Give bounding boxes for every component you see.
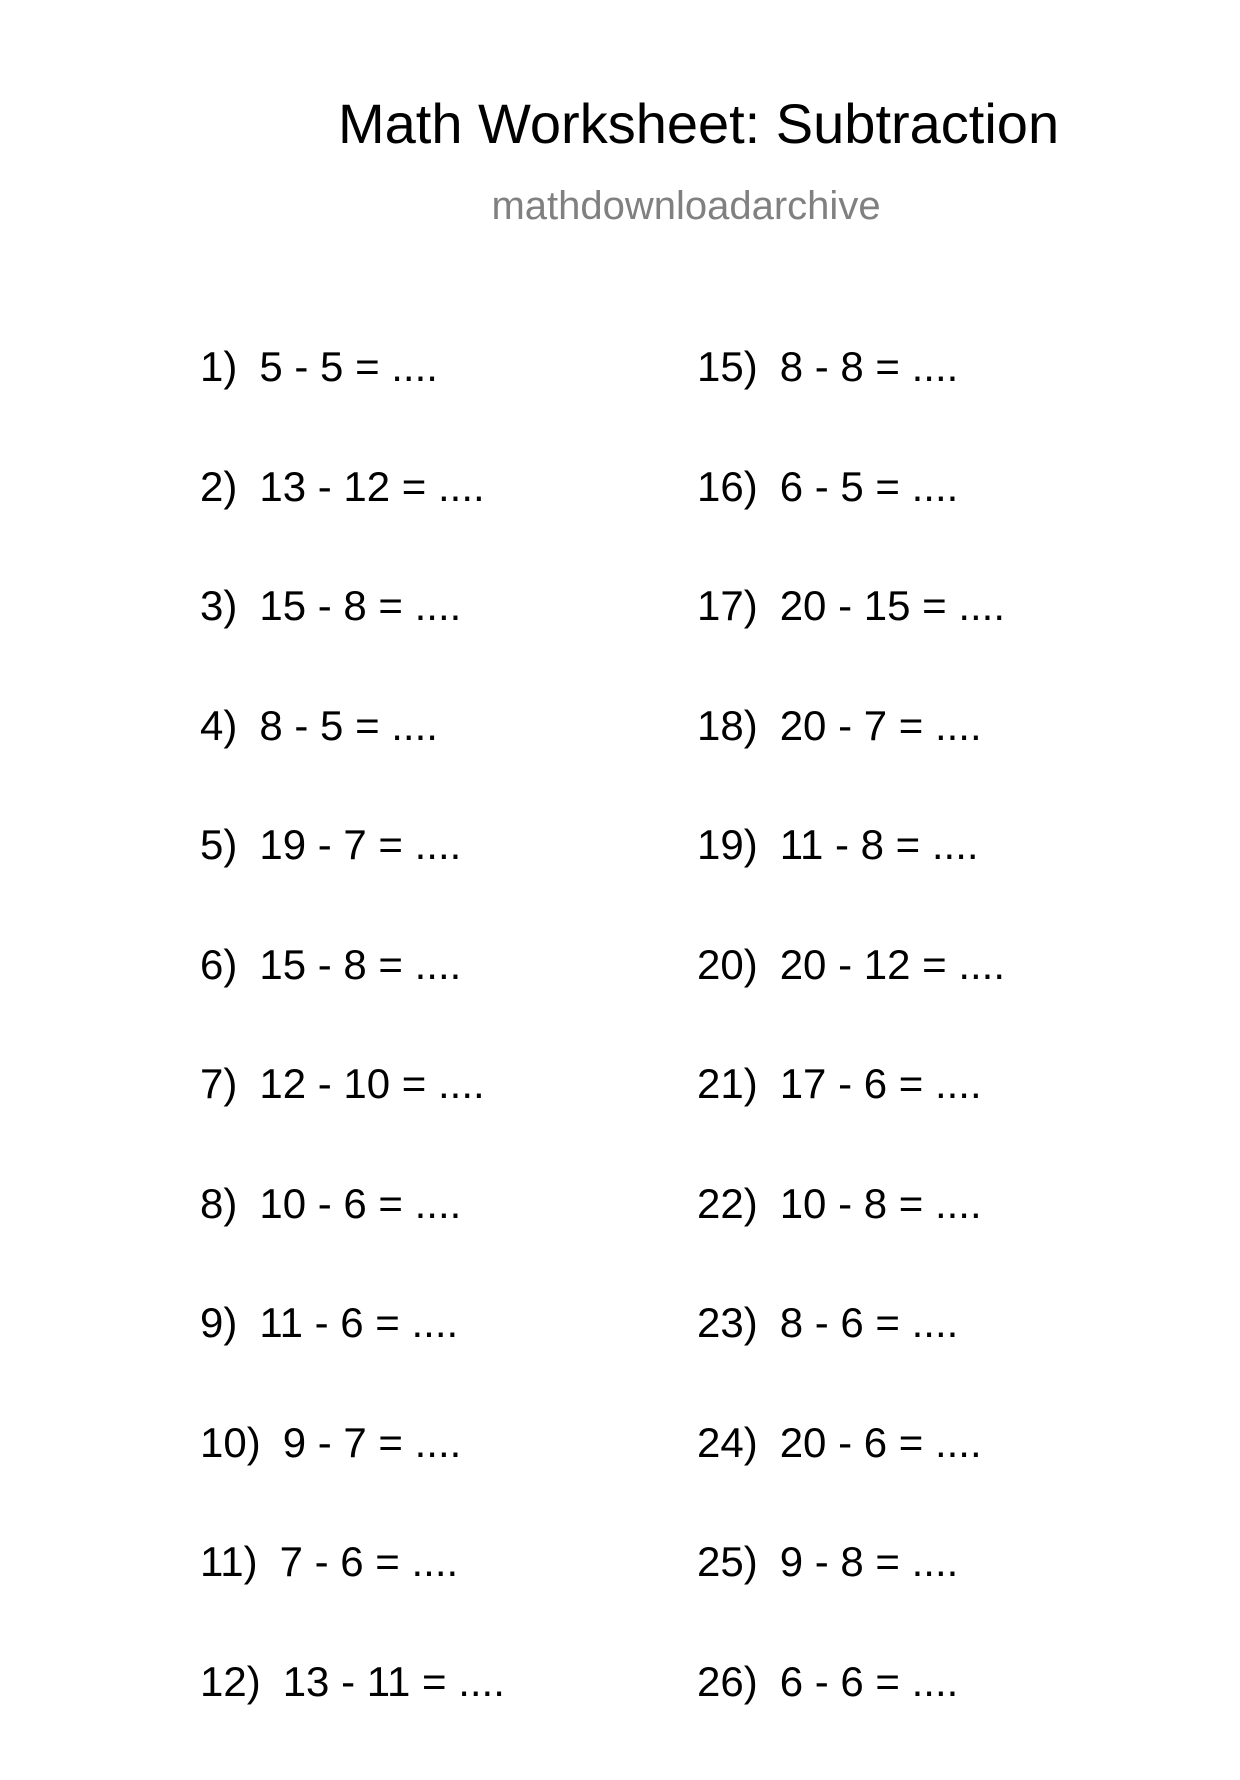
problem-item xyxy=(200,346,505,466)
problem-number: 18) xyxy=(697,705,758,747)
problem-number: 25) xyxy=(697,1541,758,1583)
problem-number: 10) xyxy=(200,1422,261,1464)
problem-item xyxy=(200,1302,505,1422)
problem-expression: 11 - 8 = .... xyxy=(780,821,979,868)
problem-item xyxy=(697,585,1005,705)
problem-expression: 7 - 6 = .... xyxy=(280,1538,459,1585)
problem-number: 15) xyxy=(697,346,758,388)
problem-expression: 6 - 5 = .... xyxy=(780,463,959,510)
problem-number: 7) xyxy=(200,1063,237,1105)
problem-expression: 6 - 6 = .... xyxy=(780,1658,959,1705)
problem-number: 8) xyxy=(200,1183,237,1225)
problem-expression: 19 - 7 = .... xyxy=(259,821,461,868)
problem-item xyxy=(200,1063,505,1183)
problem-expression: 11 - 6 = .... xyxy=(259,1299,458,1346)
problem-item xyxy=(200,1183,505,1303)
problem-item xyxy=(200,1661,505,1780)
problem-item xyxy=(200,585,505,705)
problem-expression: 13 - 12 = .... xyxy=(259,463,484,510)
problem-expression: 17 - 6 = .... xyxy=(780,1060,982,1107)
problem-item xyxy=(697,824,1005,944)
problem-number: 9) xyxy=(200,1302,237,1344)
problem-number: 12) xyxy=(200,1661,261,1703)
problem-expression: 20 - 15 = .... xyxy=(780,582,1005,629)
problem-expression: 13 - 11 = .... xyxy=(283,1658,505,1705)
problem-item xyxy=(200,466,505,586)
problem-item xyxy=(697,705,1005,825)
problem-expression: 10 - 6 = .... xyxy=(259,1180,461,1227)
problem-number: 5) xyxy=(200,824,237,866)
problem-item xyxy=(200,944,505,1064)
problem-number: 17) xyxy=(697,585,758,627)
problem-item xyxy=(697,1302,1005,1422)
problem-item xyxy=(697,1422,1005,1542)
problem-item xyxy=(697,1063,1005,1183)
problem-number: 4) xyxy=(200,705,237,747)
problem-item xyxy=(200,1541,505,1661)
problem-item xyxy=(697,944,1005,1064)
problem-expression: 8 - 5 = .... xyxy=(259,702,438,749)
problem-number: 16) xyxy=(697,466,758,508)
problem-number: 11) xyxy=(200,1541,258,1583)
problem-number: 22) xyxy=(697,1183,758,1225)
problem-number: 6) xyxy=(200,944,237,986)
problem-expression: 15 - 8 = .... xyxy=(259,582,461,629)
problem-item xyxy=(697,1661,1005,1780)
problem-expression: 8 - 6 = .... xyxy=(780,1299,959,1346)
problem-column-right xyxy=(697,346,1005,1780)
problem-expression: 12 - 10 = .... xyxy=(259,1060,484,1107)
problem-item xyxy=(697,466,1005,586)
problem-item xyxy=(200,1422,505,1542)
problem-number: 2) xyxy=(200,466,237,508)
problem-item xyxy=(697,1541,1005,1661)
problem-item xyxy=(697,346,1005,466)
problem-expression: 20 - 12 = .... xyxy=(780,941,1005,988)
problem-number: 1) xyxy=(200,346,237,388)
problem-expression: 10 - 8 = .... xyxy=(780,1180,982,1227)
problem-item xyxy=(200,705,505,825)
problem-expression: 15 - 8 = .... xyxy=(259,941,461,988)
problem-expression: 5 - 5 = .... xyxy=(259,343,438,390)
problem-item xyxy=(697,1183,1005,1303)
problem-number: 21) xyxy=(697,1063,758,1105)
problem-number: 26) xyxy=(697,1661,758,1703)
page-subtitle: mathdownloadarchive xyxy=(0,186,1240,226)
problem-expression: 9 - 8 = .... xyxy=(780,1538,959,1585)
problem-expression: 20 - 6 = .... xyxy=(780,1419,982,1466)
problem-expression: 8 - 8 = .... xyxy=(780,343,959,390)
problem-column-left xyxy=(200,346,505,1780)
problem-number: 20) xyxy=(697,944,758,986)
problem-item xyxy=(200,824,505,944)
problem-number: 24) xyxy=(697,1422,758,1464)
page-title: Math Worksheet: Subtraction xyxy=(338,96,1059,152)
problem-number: 19) xyxy=(697,824,758,866)
problem-expression: 9 - 7 = .... xyxy=(283,1419,462,1466)
problem-expression: 20 - 7 = .... xyxy=(780,702,982,749)
problem-number: 23) xyxy=(697,1302,758,1344)
problem-number: 3) xyxy=(200,585,237,627)
